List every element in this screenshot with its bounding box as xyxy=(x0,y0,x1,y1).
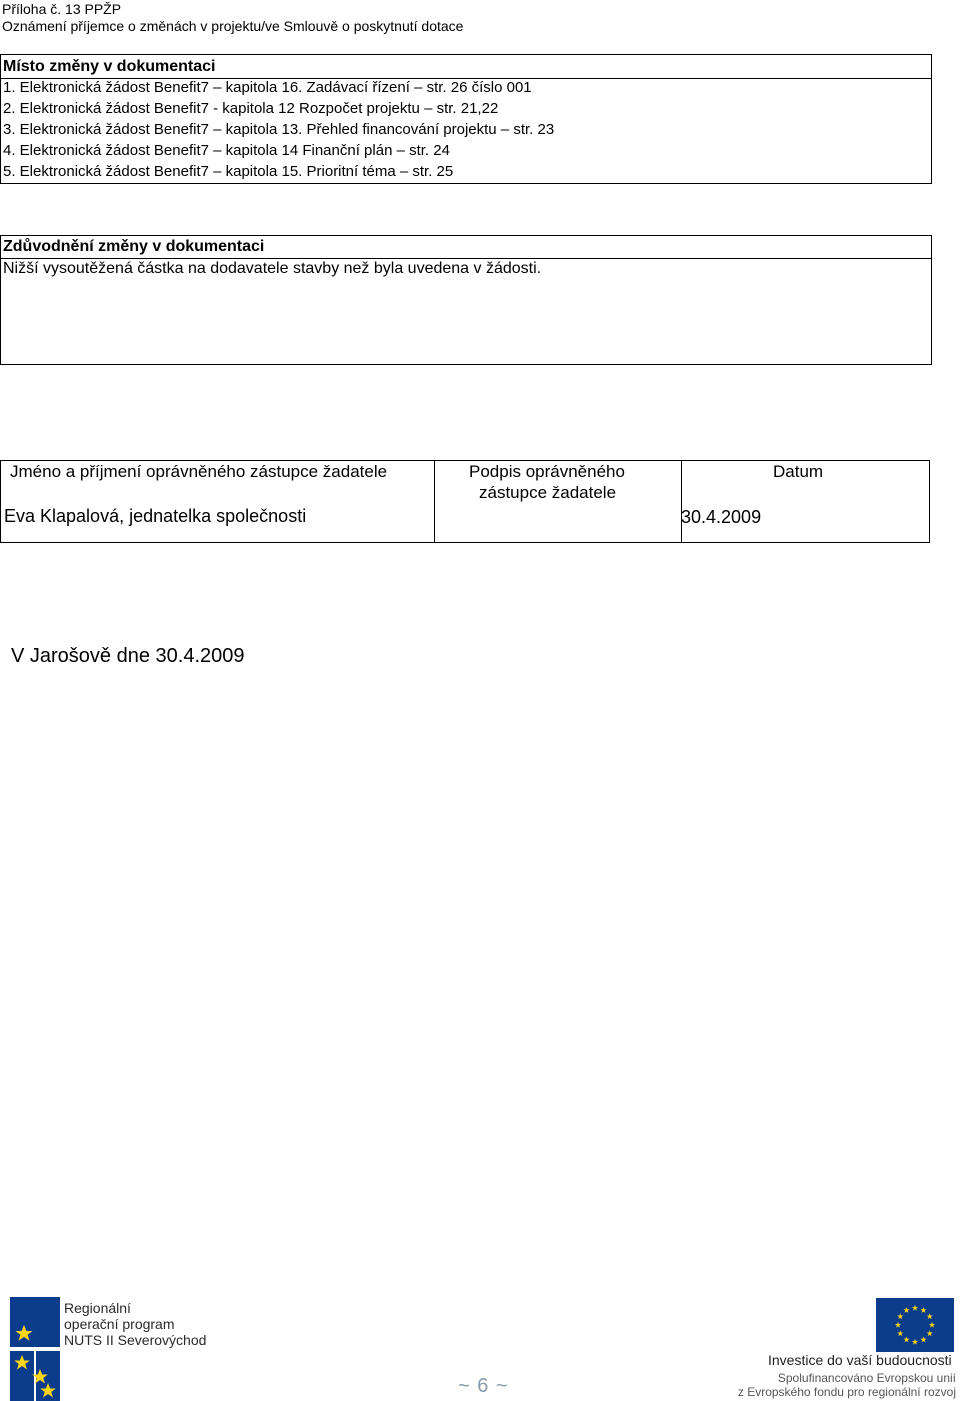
change-location-box xyxy=(0,54,932,184)
name-column-header: Jméno a příjmení oprávněného zástupce žadatele xyxy=(10,462,388,481)
change-location-title: Místo změny v dokumentaci xyxy=(3,58,216,75)
rop-logo-icon xyxy=(10,1297,60,1401)
list-item: 1. Elektronická žádost Benefit7 – kapitola 16. Zadávací řízení – str. 26 číslo 001 xyxy=(3,79,532,96)
list-item: 5. Elektronická žádost Benefit7 – kapitola 15. Prioritní téma – str. 25 xyxy=(3,163,454,180)
justification-text: Nižší vysoutěžená částka na dodavatele stavby než byla uvedena v žádosti. xyxy=(3,260,542,277)
eu-subline-2: z Evropského fondu pro regionální rozvoj xyxy=(737,1385,956,1399)
rop-logo-line: operační program xyxy=(64,1316,175,1332)
list-item: 3. Elektronická žádost Benefit7 – kapitola 13. Přehled financování projektu – str. 23 xyxy=(3,121,555,138)
justification-box xyxy=(0,235,932,365)
eu-tagline: Investice do vaší budoucnosti xyxy=(768,1352,952,1368)
rop-logo-line: Regionální xyxy=(64,1300,131,1316)
date-column-header: Datum xyxy=(773,462,824,481)
representative-name: Eva Klapalová, jednatelka společnosti xyxy=(4,506,307,526)
signature-date: 30.4.2009 xyxy=(681,507,762,527)
justification-title: Zdůvodnění změny v dokumentaci xyxy=(3,238,265,255)
rop-logo-line: NUTS II Severovýchod xyxy=(64,1332,207,1348)
list-item: 2. Elektronická žádost Benefit7 - kapitola 12 Rozpočet projektu – str. 21,22 xyxy=(3,100,499,117)
eu-subline-1: Spolufinancováno Evropskou unií xyxy=(777,1371,956,1385)
column-divider xyxy=(434,461,435,542)
signature-table xyxy=(0,460,930,543)
eu-flag-icon xyxy=(876,1298,954,1352)
page-number: ~ 6 ~ xyxy=(458,1375,509,1397)
eu-subline xyxy=(732,1371,956,1399)
signature-column-header-line2: zástupce žadatele xyxy=(479,483,617,502)
rop-logo-text xyxy=(64,1300,206,1348)
column-divider xyxy=(681,461,682,542)
list-item: 4. Elektronická žádost Benefit7 – kapitola 14 Finanční plán – str. 24 xyxy=(3,142,450,159)
place-and-date: V Jarošově dne 30.4.2009 xyxy=(11,645,245,667)
attachment-label: Příloha č. 13 PPŽP xyxy=(2,1,122,17)
signature-column-header: Podpis oprávněného xyxy=(469,462,625,481)
document-subtitle: Oznámení příjemce o změnách v projektu/ve Smlouvě o poskytnutí dotace xyxy=(2,18,464,34)
